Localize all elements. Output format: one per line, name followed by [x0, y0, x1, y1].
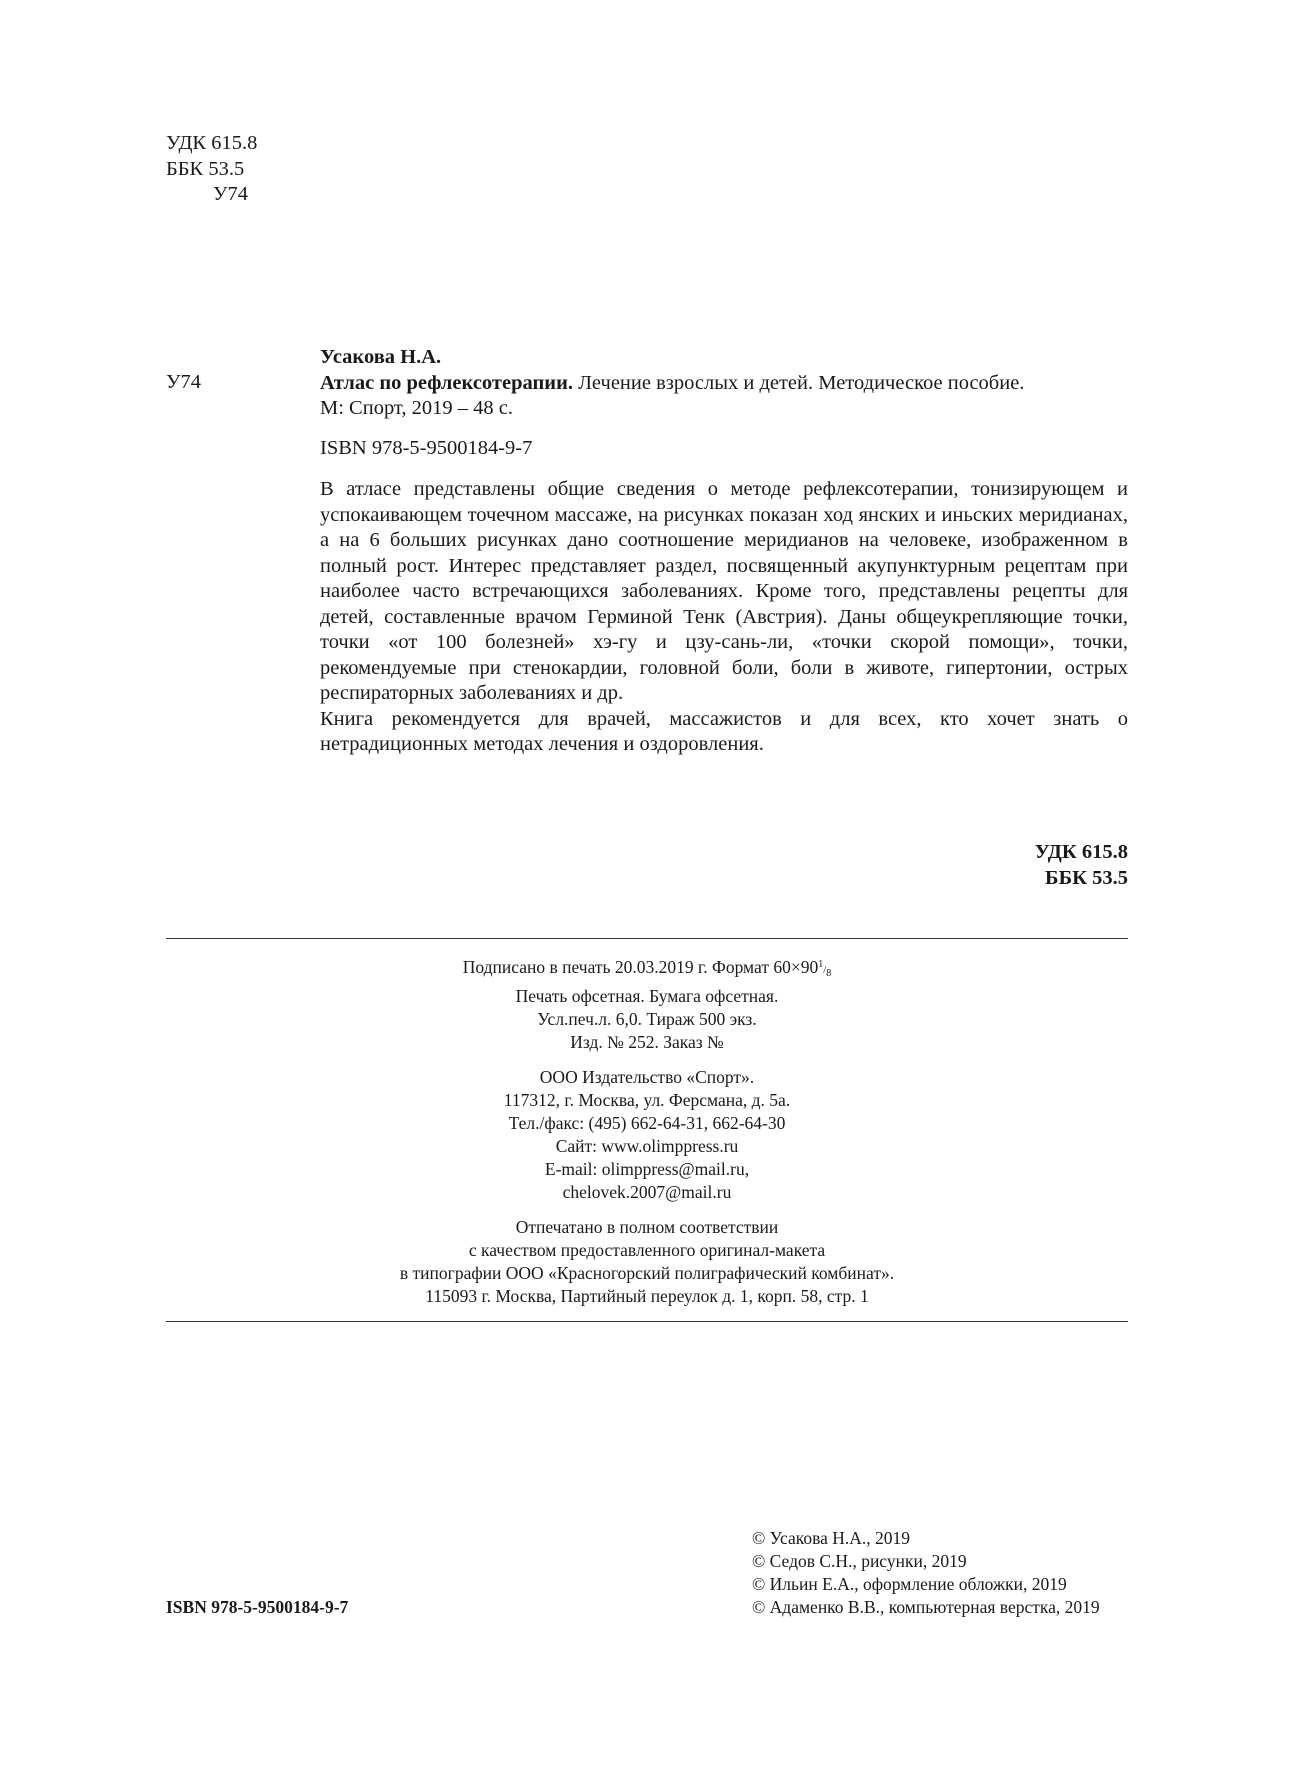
publisher-phone: Тел./факс: (495) 662-64-31, 662-64-30 — [508, 1113, 786, 1133]
udk-code-right: УДК 615.8 — [1034, 841, 1128, 863]
divider-top — [166, 938, 1128, 939]
publisher-site: Сайт: www.olimppress.ru — [555, 1136, 739, 1156]
print-sheets: Усл.печ.л. 6,0. Тираж 500 экз. — [537, 1009, 757, 1029]
classification-codes-right — [1035, 840, 1128, 891]
isbn-line: ISBN 978-5-9500184-9-7 — [320, 436, 533, 459]
publisher-email-2: chelovek.2007@mail.ru — [562, 1182, 732, 1202]
book-title: Атлас по рефлексотерапии. — [320, 371, 574, 394]
divider-bottom — [166, 1321, 1128, 1322]
isbn-bottom: ISBN 978-5-9500184-9-7 — [166, 1597, 349, 1617]
bibliographic-block — [320, 345, 1128, 758]
author-name: Усакова Н.А. — [320, 346, 442, 368]
printed-line-4: 115093 г. Москва, Партийный переулок д. 1, корп. 58, стр. 1 — [425, 1286, 869, 1306]
classification-codes-top — [166, 131, 257, 208]
copyright-item: © Адаменко В.В., компьютерная верстка, 2019 — [752, 1597, 1100, 1617]
printed-line-2: с качеством предоставленного оригинал-макета — [468, 1240, 826, 1260]
bbk-code: ББК 53.5 — [166, 157, 245, 180]
author-mark: У74 — [213, 183, 249, 205]
publisher-name: ООО Издательство «Спорт». — [539, 1067, 755, 1087]
copyright-list — [752, 1527, 1100, 1619]
order-number: Изд. № 252. Заказ № — [570, 1032, 724, 1052]
printed-line-1: Отпечатано в полном соответствии — [515, 1217, 779, 1237]
signed-for-print: Подписано в печать 20.03.2019 г. Формат $60\times 90^1/_8$ — [462, 957, 832, 979]
copyright-item: © Седов С.Н., рисунки, 2019 — [752, 1551, 967, 1571]
bbk-code-right: ББК 53.5 — [1045, 866, 1128, 889]
imprint-block — [166, 953, 1128, 1308]
publisher-address: 117312, г. Москва, ул. Ферсмана, д. 5а. — [503, 1090, 791, 1110]
publisher-email: E-mail: olimppress@mail.ru, — [544, 1159, 750, 1179]
publication-line: М: Спорт, 2019 – 48 с. — [320, 397, 513, 419]
title-line — [320, 371, 1128, 397]
print-type: Печать офсетная. Бумага офсетная. — [515, 986, 779, 1006]
copyright-item: © Усакова Н.А., 2019 — [752, 1528, 911, 1548]
copyright-item: © Ильин Е.А., оформление обложки, 2019 — [752, 1574, 1067, 1594]
abstract-paragraph-1: В атласе представлены общие сведения о методе рефлексотерапии, тонизирующем и успокаивающем точечном массаже, на рисунках показан ход янских и иньских меридианах, а на 6 больших рисунках дано соотношение меридианов на человеке, изображенном в полный рост. Интерес представляет раздел, посвященный акупунктурным рецептам при наиболее часто встречающихся заболеваниях. Кроме того, представлены рецепты для детей, составленные врачом Герминой Тенк (Австрия). Даны общеукрепляющие точки, точки «от 100 болезней» хэ-гу и цзу-сань-ли, «точки скорой помощи», точки, рекомендуемые при стенокардии, головной боли, боли в животе, гипертонии, острых респираторных заболеваниях и др. — [320, 478, 1128, 704]
printed-line-3: в типографии ООО «Красногорский полиграфический комбинат». — [399, 1263, 895, 1283]
format-fraction: $^1/_8$ — [818, 959, 832, 979]
abstract-paragraph-2: Книга рекомендуется для врачей, массажистов и для всех, кто хочет знать о нетрадиционных методах лечения и оздоровления. — [320, 707, 1128, 755]
author-code: У74 — [166, 371, 202, 393]
book-subtitle: Лечение взрослых и детей. Методическое пособие. — [573, 371, 1025, 394]
udk-code: УДК 615.8 — [166, 132, 258, 154]
